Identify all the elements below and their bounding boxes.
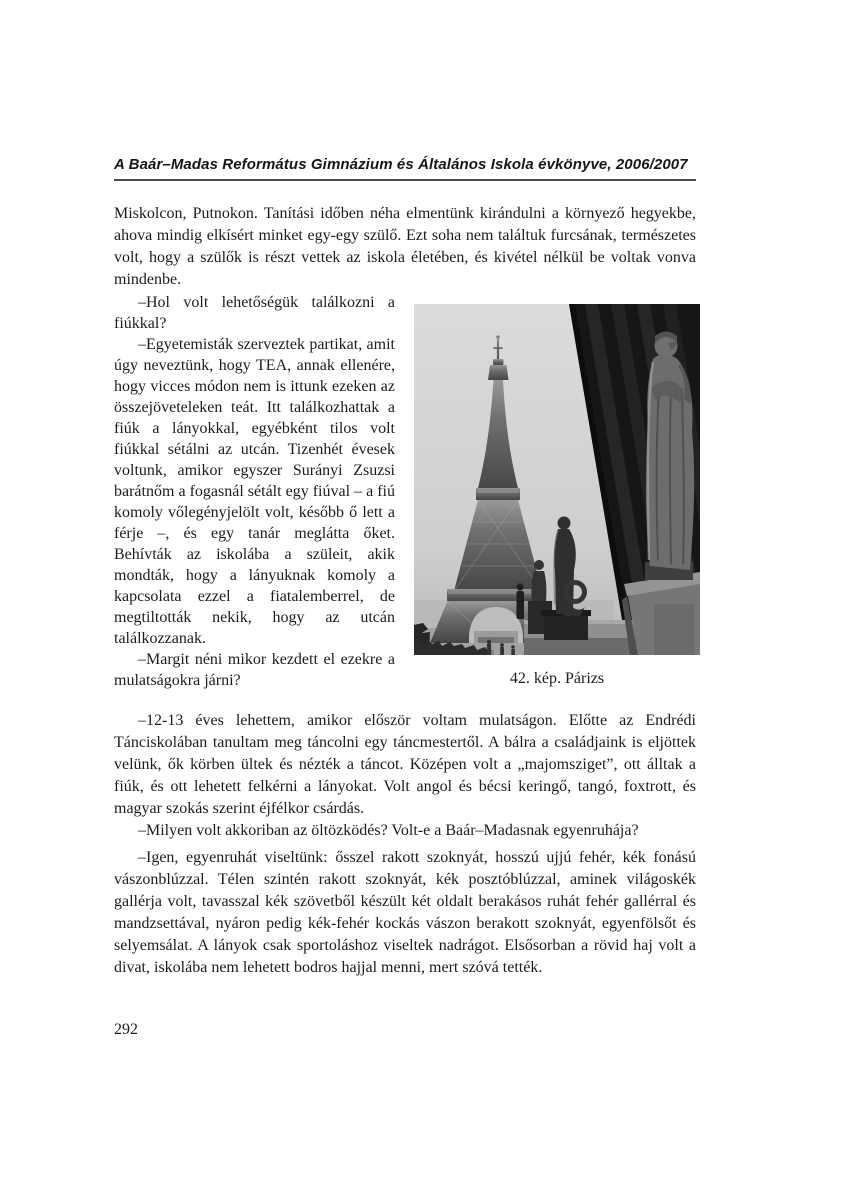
left-text-column [114,292,395,691]
running-header: A Baár–Madas Református Gimnázium és Általános Iskola évkönyve, 2006/2007 [114,156,688,173]
paragraph-answer-2: –12-13 éves lehettem, amikor először voltam mulatságon. Előtte az Endrédi Tánciskolában tanultam meg táncolni egy táncmestertől. A bálra a családjaink is eljöttek velünk, ők körben ültek és nézték a táncot. Középen volt a „majomsziget”, ott álltak a fiúk, és ott lehetett felkérni a lányokat. Volt angol és bécsi keringő, tangó, foxtrott, és magyar szokás szerint éjfélkor csárdás. [114,712,696,817]
intro-paragraph-block [114,203,696,291]
stone-pedestal [622,572,700,655]
bottom-text-block [114,710,696,979]
figure-caption: 42. kép. Párizs [509,670,605,687]
paris-figure [414,304,700,688]
page-number: 292 [114,1021,138,1038]
header-rule [114,179,696,181]
paragraph-answer-3: –Igen, egyenruhát viseltünk: ősszel rakott szoknyát, hosszú ujjú fehér, kék fonású vászonblúzzal. Télen szintén rakott szoknyát, kék posztóblúzzal, aminek világoskék gallérja volt, tavasszal kék szövetből készült két oldalt berakásos ruhát fehér gallérral és mandzsettával, nyáron pedig kék-fehér kockás vászon berakott szoknyát, egyenfölsőt és selyemsálat. A lányok csak sportoláshoz viseltek nadrágot. Elsősorban a rövid haj volt a divat, iskolába nem lehetett bodros hajjal menni, mert szóvá tették. [114,849,696,976]
paris-photo [414,304,700,655]
paragraph-question-2: –Margit néni mikor kezdett el ezekre a mulatságokra járni? [114,651,395,689]
paragraph-question-1: –Hol volt lehetőségük találkozni a fiúkkal? [114,294,395,332]
paragraph-question-3: –Milyen volt akkoriban az öltözködés? Volt-e a Baár–Madasnak egyenruhája? [138,822,639,839]
paragraph-answer-1: –Egyetemisták szerveztek partikat, amit úgy neveztünk, hogy TEA, annak ellenére, hogy vicces módon nem is ittunk ezeken az összejöveteleken teát. Itt találkozhattak a fiúk a lányokkal, egyébként tilos volt fiúkkal sétálni az utcán. Tizenhét évesek voltunk, amikor egyszer Surányi Zsuzsi barátnőm a fogasnál sétált egy fiúval – a fiú komoly vőlegényjelölt volt, később ő lett a férje –, és egy tanár meglátta őket. Behívták az iskolába a szüleit, akik mondták, hogy a lányuknak komoly a kapcsolata ezzel a fiatalemberrel, de megtiltották nekik, hogy az utcán találkozzanak. [114,336,395,647]
paragraph-intro: Miskolcon, Putnokon. Tanítási időben néha elmentünk kirándulni a környező hegyekbe, ahova mindig elkísért minket egy-egy szülő. Ezt soha nem találtuk furcsának, természetes volt, hogy a szülők is részt vettek az iskola életében, és kivétel nélkül be voltak vonva mindenbe. [114,205,696,288]
